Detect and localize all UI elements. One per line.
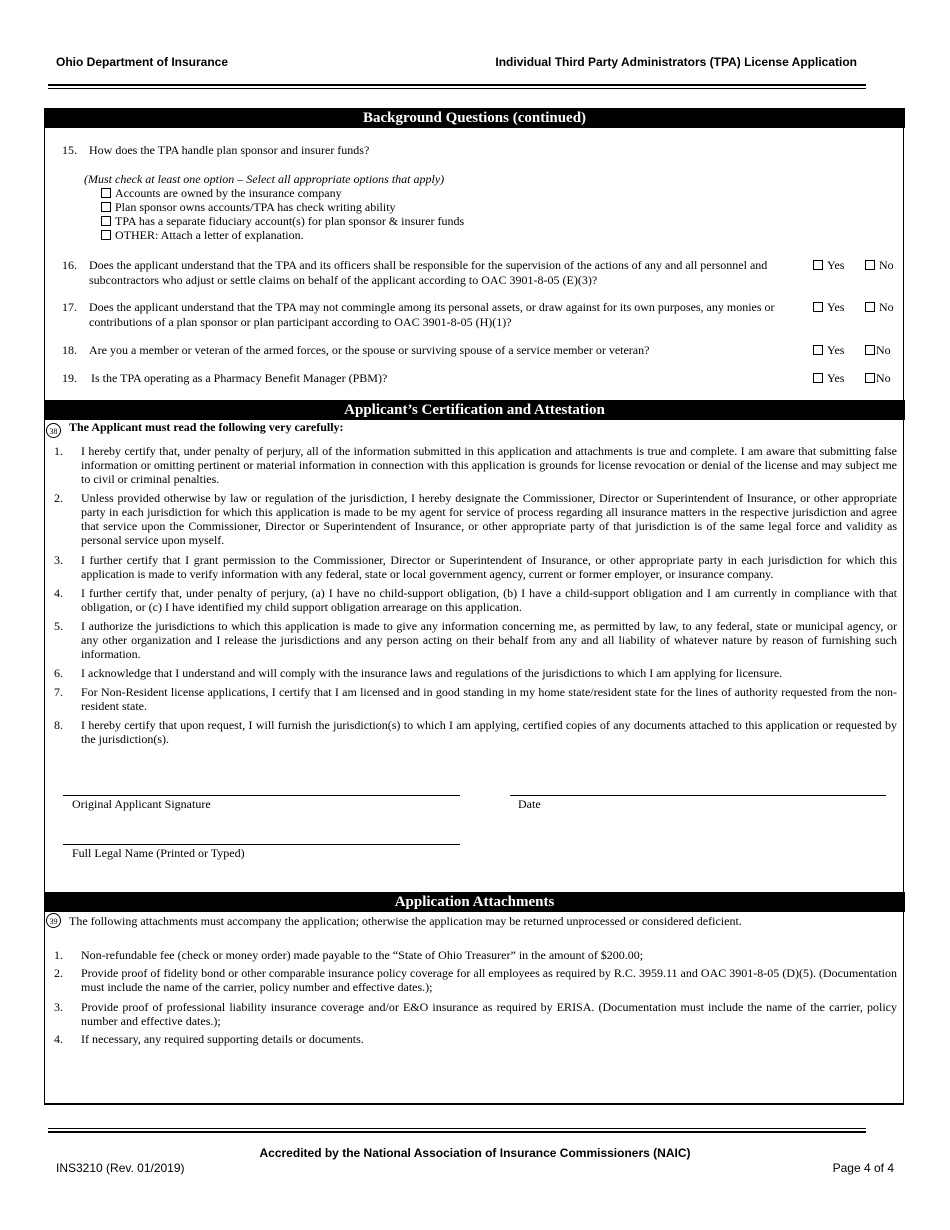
- option-label: TPA has a separate fiduciary account(s) for plan sponsor & insurer funds: [115, 214, 465, 228]
- item-marker: 39: [46, 913, 61, 928]
- section-header-attachments: Application Attachments: [44, 892, 905, 912]
- cert-item-number: 3.: [54, 553, 63, 567]
- header-divider-thin: [48, 88, 866, 89]
- full-name-label: Full Legal Name (Printed or Typed): [72, 846, 245, 860]
- no-option[interactable]: [865, 371, 891, 386]
- question-number: 17.: [62, 300, 77, 314]
- checkbox[interactable]: [101, 230, 111, 240]
- checkbox[interactable]: [865, 302, 875, 312]
- no-option[interactable]: [865, 258, 894, 273]
- no-label: No: [879, 258, 894, 272]
- option-label: OTHER: Attach a letter of explanation.: [115, 228, 304, 242]
- footer-divider: [48, 1131, 866, 1133]
- yes-label: Yes: [827, 300, 845, 314]
- yes-label: Yes: [827, 258, 845, 272]
- cert-item-number: 8.: [54, 718, 63, 732]
- attachment-item-text: Provide proof of professional liability insurance coverage and/or E&O insurance as required by ERISA. (Documentation must include the name of the carrier, policy number and effective dates.);: [81, 1000, 897, 1028]
- page-number: Page 4 of 4: [832, 1161, 894, 1175]
- fund-option[interactable]: [101, 228, 304, 242]
- attachment-item-number: 4.: [54, 1032, 63, 1046]
- section-header-background: Background Questions (continued): [44, 108, 905, 128]
- signature-label: Original Applicant Signature: [72, 797, 211, 811]
- cert-item-text: For Non-Resident license applications, I certify that I am licensed and in good standing in my home state/resident state for the lines of authority requested from the non-resident state.: [81, 685, 897, 713]
- no-label: No: [876, 343, 891, 357]
- checkbox[interactable]: [101, 188, 111, 198]
- checkbox[interactable]: [101, 202, 111, 212]
- question-number: 16.: [62, 258, 77, 272]
- section-header-certification: Applicant’s Certification and Attestation: [44, 400, 905, 420]
- no-option[interactable]: [865, 300, 894, 315]
- department-name: Ohio Department of Insurance: [56, 55, 229, 69]
- fund-option[interactable]: [101, 214, 464, 228]
- question-number: 15.: [62, 143, 77, 157]
- form-id: INS3210 (Rev. 01/2019): [56, 1161, 185, 1175]
- question-text: Are you a member or veteran of the armed forces, or the spouse or surviving spouse of a service member or veteran?: [89, 343, 650, 357]
- fund-option[interactable]: [101, 200, 396, 214]
- yes-label: Yes: [827, 371, 845, 385]
- cert-item-text: I further certify that, under penalty of perjury, (a) I have no child-support obligation, (b) I have a child-support obligation and I am currently in compliance with that obligation, or (c) I have identified my child support obligation arrearage on this application.: [81, 586, 897, 614]
- cert-item-number: 2.: [54, 491, 63, 505]
- signature-field[interactable]: [63, 795, 460, 796]
- checkbox[interactable]: [865, 373, 875, 383]
- no-option[interactable]: [865, 343, 891, 358]
- cert-item-number: 7.: [54, 685, 63, 699]
- no-label: No: [876, 371, 891, 385]
- cert-item-text: I hereby certify that, under penalty of perjury, all of the information submitted in this application and attachments is true and complete. I am aware that submitting false information or omitting pertinent or material information in connection with this application is grounds for license revocation or denial of the license and may subject me to civil or criminal penalties.: [81, 444, 897, 486]
- accreditation-note: Accredited by the National Association of Insurance Commissioners (NAIC): [259, 1146, 691, 1160]
- question-instruction: (Must check at least one option – Select all appropriate options that apply): [84, 172, 445, 186]
- cert-item-text: I further certify that I grant permission to the Commissioner, Director or Superintendent of Insurance, or other appropriate party in each jurisdiction for which this application is made to verify information with any federal, state or local government agency, current or former employer, or insurance company.: [81, 553, 897, 581]
- header-divider: [48, 84, 866, 86]
- yes-option[interactable]: [813, 343, 844, 358]
- yes-option[interactable]: [813, 371, 844, 386]
- attachment-item-number: 3.: [54, 1000, 63, 1014]
- checkbox[interactable]: [865, 345, 875, 355]
- cert-item-number: 1.: [54, 444, 63, 458]
- option-label: Accounts are owned by the insurance company: [115, 186, 342, 200]
- fund-option[interactable]: [101, 186, 342, 200]
- date-field[interactable]: [510, 795, 886, 796]
- cert-item-text: I hereby certify that upon request, I will furnish the jurisdiction(s) to which I am applying, certified copies of any documents attached to this application or requested by the jurisdiction(s).: [81, 718, 897, 746]
- attachment-item-text: Non-refundable fee (check or money order) made payable to the “State of Ohio Treasurer” in the amount of $200.00;: [81, 948, 644, 962]
- question-text: Does the applicant understand that the TPA may not commingle among its personal assets, or draw against for its own purposes, any monies or contributions of a plan sponsor or plan participant according to OAC 3901-8-05 (H)(1)?: [89, 300, 775, 329]
- checkbox[interactable]: [813, 345, 823, 355]
- question-number: 19.: [62, 371, 77, 385]
- question-text: Is the TPA operating as a Pharmacy Benefit Manager (PBM)?: [91, 371, 388, 385]
- full-name-field[interactable]: [63, 844, 460, 845]
- cert-item-text: I acknowledge that I understand and will comply with the insurance laws and regulations of the jurisdictions to which I am applying for licensure.: [81, 666, 783, 680]
- yes-option[interactable]: [813, 300, 844, 315]
- checkbox[interactable]: [101, 216, 111, 226]
- yes-option[interactable]: [813, 258, 844, 273]
- item-marker: 38: [46, 423, 61, 438]
- attachment-item-text: If necessary, any required supporting details or documents.: [81, 1032, 364, 1046]
- question-text: Does the applicant understand that the TPA and its officers shall be responsible for the supervision of the actions of any and all personnel and subcontractors who adjust or settle claims on behalf of the applicant according to OAC 3901-8-05 (E)(3)?: [89, 258, 768, 287]
- checkbox[interactable]: [813, 302, 823, 312]
- checkbox[interactable]: [813, 373, 823, 383]
- attachment-item-number: 1.: [54, 948, 63, 962]
- form-title: Individual Third Party Administrators (TPA) License Application: [495, 55, 857, 69]
- footer-divider-thin: [48, 1128, 866, 1129]
- no-label: No: [879, 300, 894, 314]
- checkbox[interactable]: [813, 260, 823, 270]
- checkbox[interactable]: [865, 260, 875, 270]
- option-label: Plan sponsor owns accounts/TPA has check writing ability: [115, 200, 396, 214]
- cert-item-text: I authorize the jurisdictions to which this application is made to give any information concerning me, as permitted by law, to any federal, state or municipal agency, or any other organization and I release the jurisdictions and any person acting on their behalf from any and all liability of whatever nature by reason of furnishing such information.: [81, 619, 897, 661]
- cert-item-text: Unless provided otherwise by law or regulation of the jurisdiction, I hereby designate the Commissioner, Director or Superintendent of Insurance, or other appropriate party in each jurisdiction for which this application is made to be my agent for service of process regarding all insurance matters in the respective jurisdiction and agree that service upon the Commissioner, Director or Superintendent of Insurance, or other appropriate party of that jurisdiction is of the same legal force and validity as personal service upon myself.: [81, 491, 897, 547]
- question-number: 18.: [62, 343, 77, 357]
- yes-label: Yes: [827, 343, 845, 357]
- attachment-item-number: 2.: [54, 966, 63, 980]
- cert-item-number: 5.: [54, 619, 63, 633]
- certification-lead: The Applicant must read the following very carefully:: [69, 420, 344, 434]
- attachments-lead: The following attachments must accompany the application; otherwise the application may be returned unprocessed or considered deficient.: [69, 914, 742, 928]
- date-label: Date: [518, 797, 541, 811]
- attachment-item-text: Provide proof of fidelity bond or other comparable insurance policy coverage for all employees as required by R.C. 3959.11 and OAC 3901-8-05 (D)(5). (Documentation must include the name of the carrier, policy number and effective dates.);: [81, 966, 897, 994]
- cert-item-number: 6.: [54, 666, 63, 680]
- cert-item-number: 4.: [54, 586, 63, 600]
- question-text: How does the TPA handle plan sponsor and insurer funds?: [89, 143, 370, 157]
